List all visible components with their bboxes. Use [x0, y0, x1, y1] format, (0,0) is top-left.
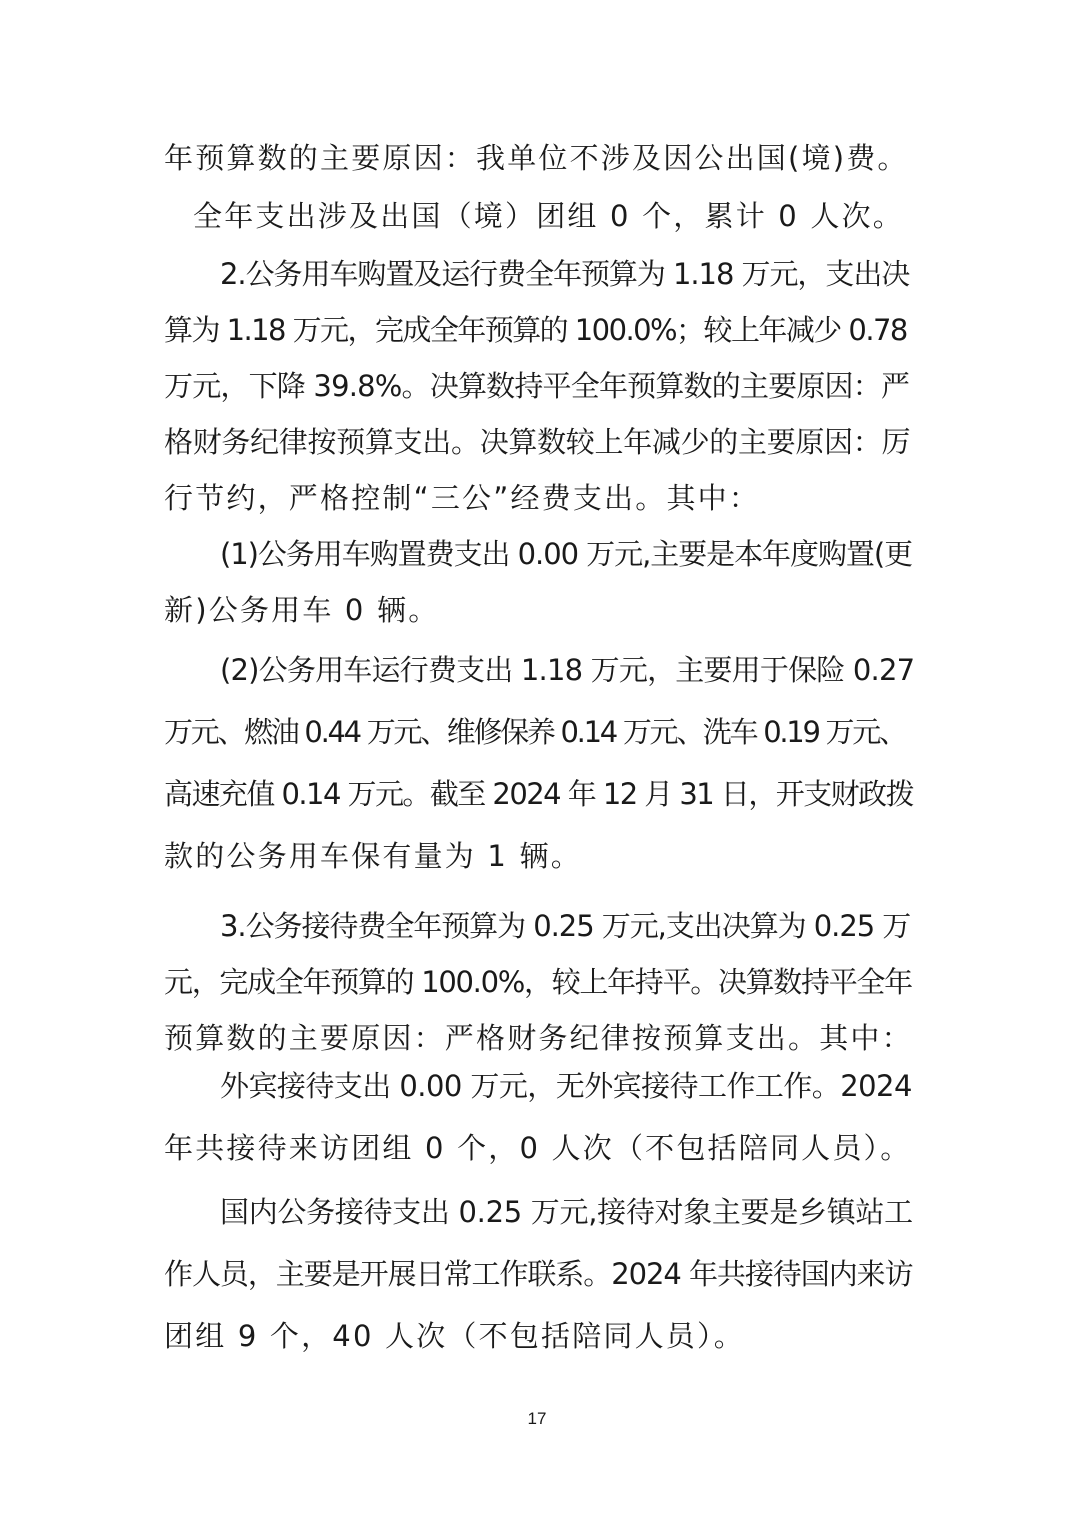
text-line-5: 万元，下降 39.8%。决算数持平全年预算数的主要原因：严 [164, 369, 910, 403]
text-line-7: 行节约，严格控制“三公”经费支出。其中： [164, 481, 761, 515]
text-line-12: 高速充值 0.14 万元。截至 2024 年 12 月 31 日，开支财政拨 [164, 777, 914, 811]
text-line-15: 元，完成全年预算的 100.0%，较上年持平。决算数持平全年 [164, 965, 912, 999]
page-number: 17 [527, 1409, 547, 1428]
text-line-17: 外宾接待支出 0.00 万元，无外宾接待工作工作。2024 [220, 1069, 912, 1103]
text-line-4: 算为 1.18 万元，完成全年预算的 100.0%；较上年减少 0.78 [164, 313, 907, 347]
text-line-2: 全年支出涉及出国（境）团组 0 个，累计 0 人次。 [193, 199, 904, 233]
text-line-14: 3.公务接待费全年预算为 0.25 万元,支出决算为 0.25 万 [220, 909, 911, 943]
text-line-18: 年共接待来访团组 0 个，0 人次（不包括陪同人员）。 [164, 1131, 912, 1165]
text-line-9: 新)公务用车 0 辆。 [164, 593, 440, 627]
text-line-11: 万元、燃油 0.44 万元、维修保养 0.14 万元、洗车 0.19 万元、 [164, 715, 906, 749]
text-line-16: 预算数的主要原因：严格财务纪律按预算支出。其中： [164, 1021, 913, 1055]
text-line-10: (2)公务用车运行费支出 1.18 万元，主要用于保险 0.27 [220, 653, 915, 687]
text-line-8: (1)公务用车购置费支出 0.00 万元,主要是本年度购置(更 [220, 537, 913, 571]
text-line-19: 国内公务接待支出 0.25 万元,接待对象主要是乡镇站工 [220, 1195, 913, 1229]
text-line-1: 年预算数的主要原因：我单位不涉及因公出国(境)费。 [164, 141, 909, 175]
text-line-21: 团组 9 个，40 人次（不包括陪同人员）。 [164, 1319, 745, 1353]
text-line-3: 2.公务用车购置及运行费全年预算为 1.18 万元，支出决 [220, 257, 910, 291]
text-line-20: 作人员，主要是开展日常工作联系。2024 年共接待国内来访 [164, 1257, 913, 1291]
text-line-6: 格财务纪律按预算支出。决算数较上年减少的主要原因：厉 [164, 425, 911, 459]
text-line-13: 款的公务用车保有量为 1 辆。 [164, 839, 582, 873]
